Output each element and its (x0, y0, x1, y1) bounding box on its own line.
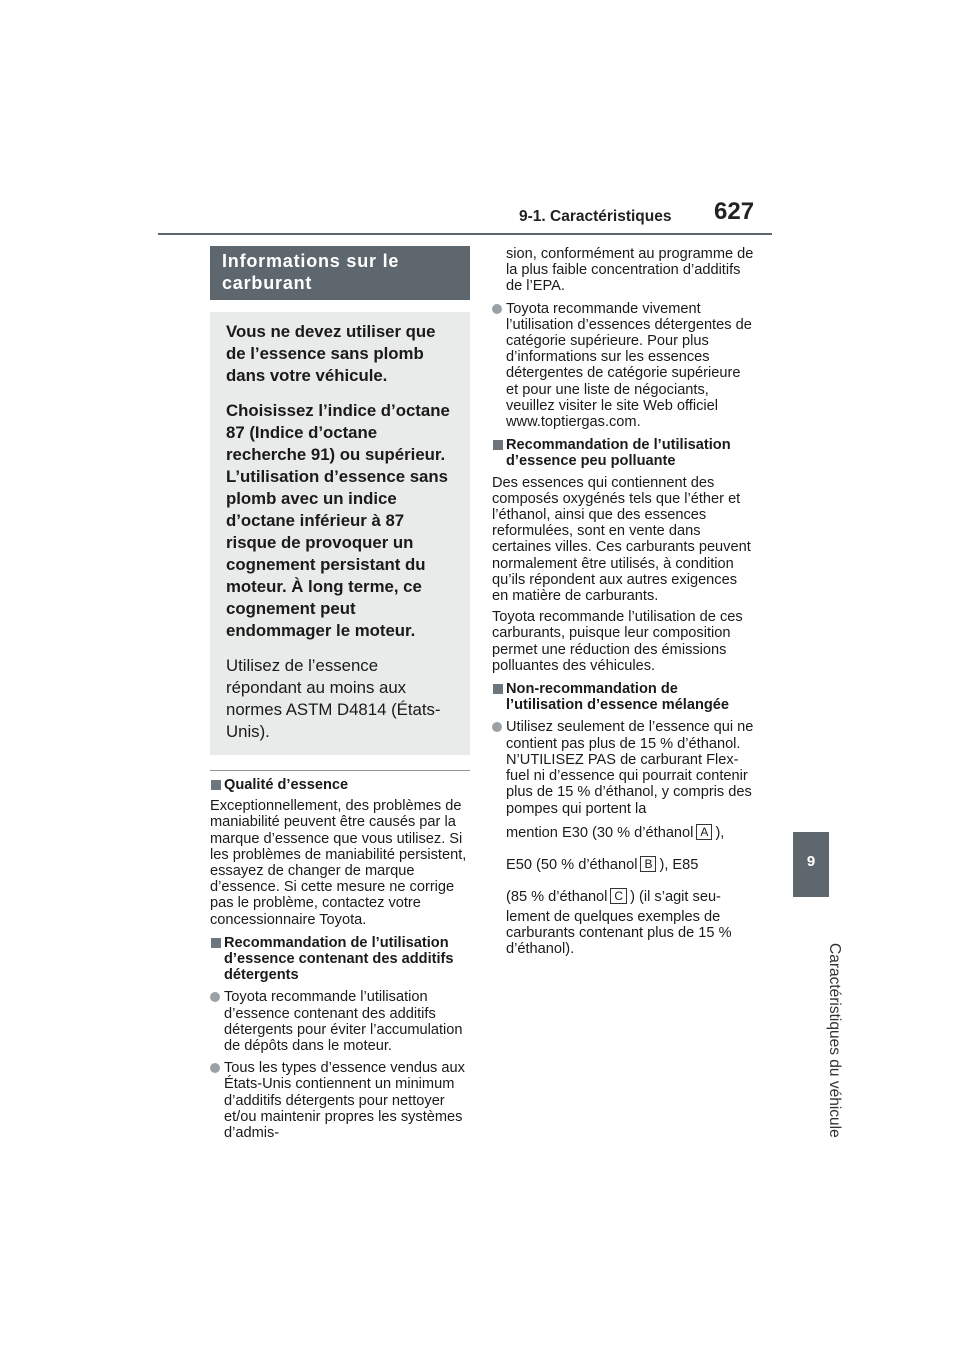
badge-c: C (610, 888, 627, 904)
badge-a: A (696, 824, 712, 840)
header-rule (158, 233, 772, 235)
info-box-paragraph-1: Vous ne devez utiliser que de l’essence sans plomb dans votre véhicule. (226, 322, 436, 385)
e50-text-end: ), E85 (659, 856, 699, 873)
e30-text-end: ), (715, 824, 725, 841)
bullet-ethanol-tail: lement de quelques exemples de carburants contenant plus de 15 % d’éthanol). (506, 908, 732, 958)
bullet-detergent-2: Tous les types d’essence vendus aux États-Unis contiennent un minimum d’additifs détergents pour nettoyer et/ou maintenir propres les systèmes d’admis- (210, 1060, 470, 1141)
chapter-tab[interactable] (793, 832, 829, 897)
e50-text: E50 (50 % d’éthanol (506, 856, 638, 873)
column-divider (210, 770, 470, 771)
e85-text: (85 % d’éthanol (506, 888, 608, 905)
page-number: 627 (714, 198, 755, 225)
heading-clean-fuel: Recommandation de l’utilisation d’essence peu polluante (492, 437, 754, 469)
bullet-ethanol-e85 (506, 885, 754, 909)
bullet-ethanol-e50 (506, 853, 754, 877)
bullet-ethanol-line-2: N’UTILISEZ PAS de carburant Flex-fuel ni d’essence qui pourrait contenir plus de 15 % d’éthanol, y compris des pompes qui portent la (506, 751, 752, 817)
left-column (210, 246, 470, 1141)
info-box-body (210, 312, 470, 755)
heading-detergent: Recommandation de l’utilisation d’essence contenant des additifs détergents (210, 935, 470, 984)
badge-b: B (640, 856, 656, 872)
paragraph-clean-fuel-1: Des essences qui contiennent des composés oxygénés tels que l’éther et l’éthanol, ainsi que des essences reformulées, sont en vente dans certaines villes. Ces carburants peuvent normalement être utilisés, à condition qu’ils répondent aux autres exigences en matière de carburants. (492, 474, 751, 605)
bullet-ethanol-e30 (506, 821, 754, 845)
heading-fuel-quality: Qualité d’essence (210, 777, 470, 793)
right-column (492, 246, 754, 957)
e30-text: mention E30 (30 % d’éthanol (506, 824, 694, 841)
bullet-detergent-1: Toyota recommande l’utilisation d’essence contenant des additifs détergents pour éviter l’accumulation de dépôts dans le moteur. (210, 989, 470, 1054)
bullet-top-tier: Toyota recommande vivement l’utilisation d’essences détergentes de catégorie supérieure. Pour plus d’informations sur les essences détergentes de catégorie supérieure et pour une liste de négociants, veuillez visiter le site Web officiel www.toptiergas.com. (492, 301, 754, 431)
info-box-paragraph-2: Choisissez l’indice d’octane 87 (Indice d’octane recherche 91) ou supérieur. L’utilisation d’essence sans plomb avec un indice d’octane inférieur à 87 risque de provoquer un cognement persistant du moteur. À long terme, ce cognement peut endommager le moteur. (226, 401, 450, 640)
chapter-tab-label: Caractéristiques du véhicule (826, 942, 843, 1138)
bullet-detergent-2-continued: sion, conformément au programme de la plus faible concentration d’additifs de l’EPA. (506, 246, 754, 295)
heading-blended-fuel: Non-recommandation de l’utilisation d’essence mélangée (492, 681, 754, 713)
info-box-paragraph-3: Utilisez de l’essence répondant au moins aux normes ASTM D4814 (États-Unis). (226, 656, 441, 741)
e85-text-end: ) (il s’agit seu- (630, 888, 721, 905)
bullet-ethanol-line-1: Utilisez seulement de l’essence qui ne contient pas plus de 15 % d’éthanol. (506, 719, 754, 752)
paragraph-fuel-quality: Exceptionnellement, des problèmes de maniabilité peuvent être causés par la marque d’essence que vous utilisez. Si les problèmes de maniabilité persistent, essayez de changer de marque d’essence. Si cette mesure ne corrige pas le problème, contactez votre concessionnaire Toyota. (210, 798, 467, 928)
paragraph-clean-fuel-2: Toyota recommande l’utilisation de ces carburants, puisque leur composition permet une réduction des émissions polluantes des véhicules. (492, 609, 743, 674)
header-section-title: 9-1. Caractéristiques (519, 208, 672, 225)
info-box-title: Informations sur le carburant (210, 246, 470, 300)
bullet-ethanol (492, 719, 754, 957)
chapter-tab-number: 9 (806, 853, 816, 870)
